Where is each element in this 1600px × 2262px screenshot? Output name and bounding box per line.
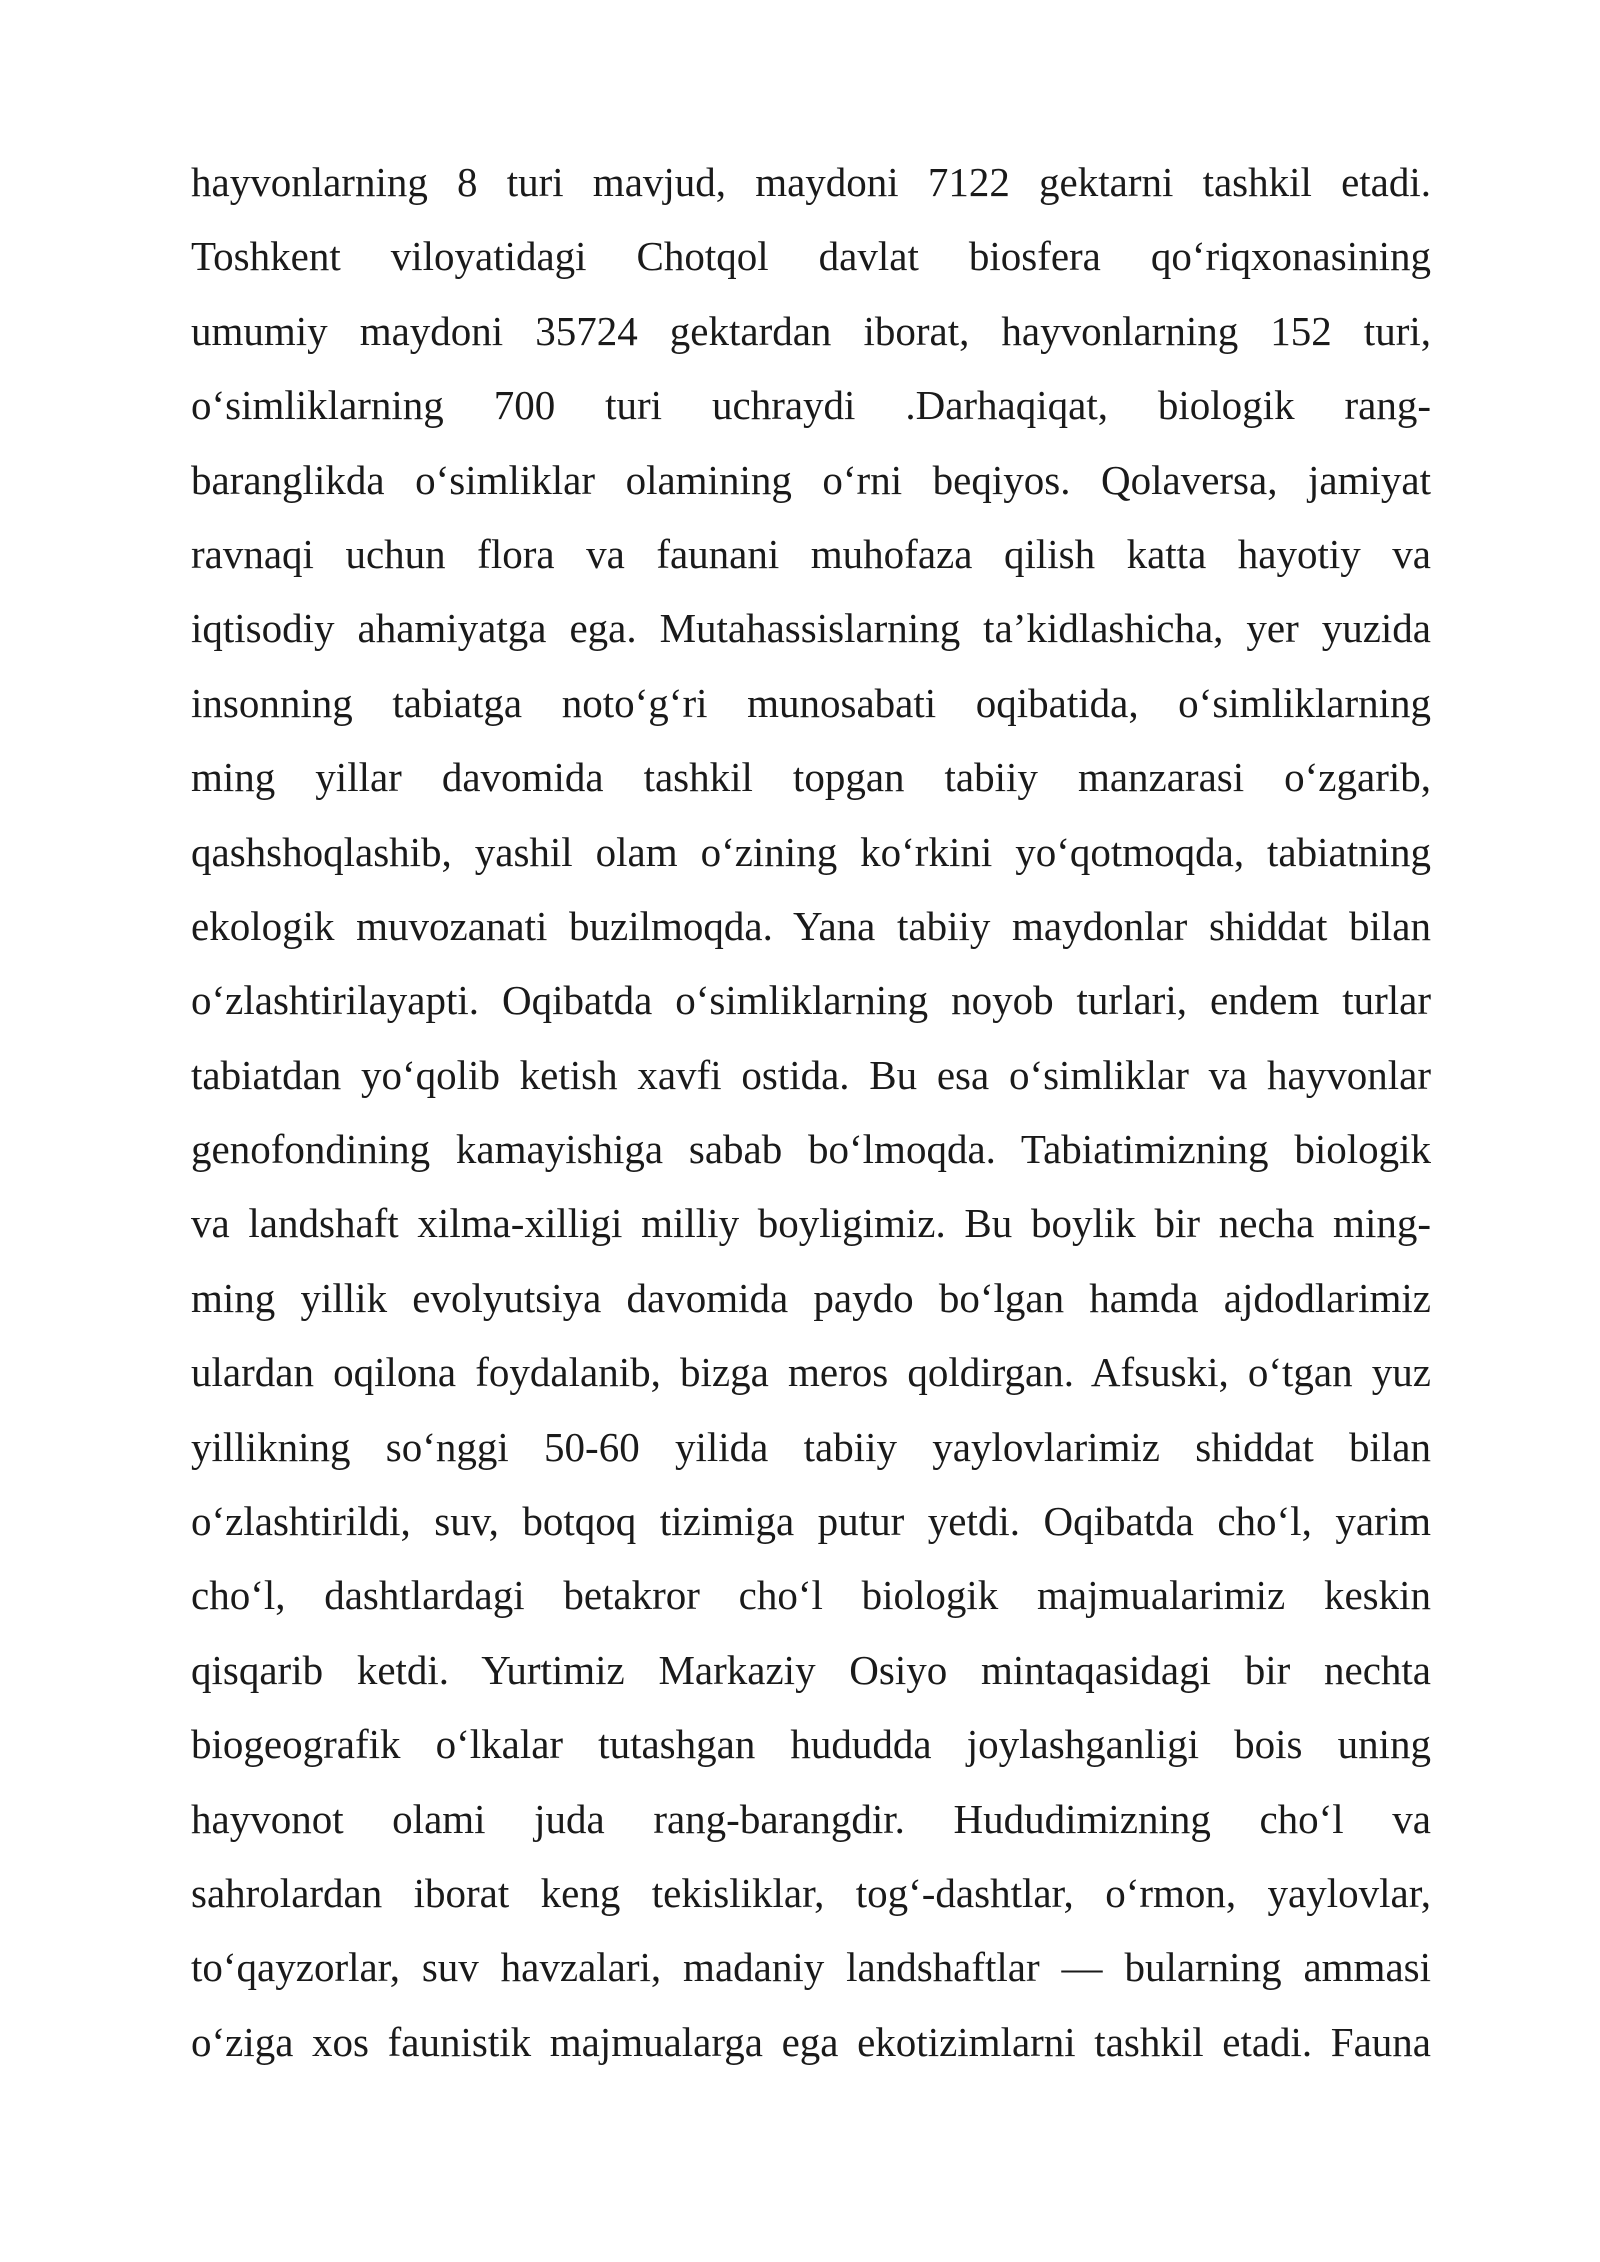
text-line-12: o‘zlashtirilayapti. Oqibatda o‘simliklarning noyob turlari, endem turlar [191, 977, 1431, 1024]
text-line-22: biogeografik o‘lkalar tutashgan hududda joylashganligi bois uning [191, 1721, 1431, 1768]
text-line-15: va landshaft xilma-xilligi milliy boyligimiz. Bu boylik bir necha ming- [191, 1200, 1431, 1247]
text-line-16: ming yillik evolyutsiya davomida paydo bo‘lgan hamda ajdodlarimiz [191, 1274, 1431, 1321]
text-line-18: yillikning so‘nggi 50-60 yilida tabiiy yaylovlarimiz shiddat bilan [191, 1423, 1431, 1470]
text-line-8: insonning tabiatga noto‘g‘ri munosabati oqibatida, o‘simliklarning [191, 679, 1431, 726]
text-line-10: qashshoqlashib, yashil olam o‘zining ko‘rkini yo‘qotmoqda, tabiatning [191, 828, 1431, 875]
text-line-5: baranglikda o‘simliklar olamining o‘rni beqiyos. Qolaversa, jamiyat [191, 456, 1431, 503]
text-line-20: cho‘l, dashtlardagi betakror cho‘l biologik majmualarimiz keskin [191, 1572, 1431, 1619]
text-line-25: to‘qayzorlar, suv havzalari, madaniy landshaftlar — bularning ammasi [191, 1944, 1431, 1991]
text-line-6: ravnaqi uchun flora va faunani muhofaza qilish katta hayotiy va [191, 530, 1431, 577]
text-line-17: ulardan oqilona foydalanib, bizga meros qoldirgan. Afsuski, o‘tgan yuz [191, 1349, 1431, 1396]
text-line-14: genofondining kamayishiga sabab bo‘lmoqda. Tabiatimizning biologik [191, 1126, 1431, 1173]
text-line-26: o‘ziga xos faunistik majmualarga ega ekotizimlarni tashkil etadi. Fauna [191, 2018, 1431, 2065]
text-line-11: ekologik muvozanati buzilmoqda. Yana tabiiy maydonlar shiddat bilan [191, 902, 1431, 949]
text-line-7: iqtisodiy ahamiyatga ega. Mutahassislarning ta’kidlashicha, yer yuzida [191, 605, 1431, 652]
text-line-9: ming yillar davomida tashkil topgan tabiiy manzarasi o‘zgarib, [191, 754, 1431, 801]
text-line-13: tabiatdan yo‘qolib ketish xavfi ostida. Bu esa o‘simliklar va hayvonlar [191, 1051, 1431, 1098]
text-line-4: o‘simliklarning 700 turi uchraydi .Darhaqiqat, biologik rang- [191, 382, 1431, 429]
body-paragraph [191, 145, 1431, 2079]
text-line-21: qisqarib ketdi. Yurtimiz Markaziy Osiyo mintaqasidagi bir nechta [191, 1646, 1431, 1693]
text-line-3: umumiy maydoni 35724 gektardan iborat, hayvonlarning 152 turi, [191, 307, 1431, 354]
text-line-24: sahrolardan iborat keng tekisliklar, tog‘-dashtlar, o‘rmon, yaylovlar, [191, 1869, 1431, 1916]
text-line-1: hayvonlarning 8 turi mavjud, maydoni 7122 gektarni tashkil etadi. [191, 159, 1431, 205]
text-line-2: Toshkent viloyatidagi Chotqol davlat biosfera qo‘riqxonasining [191, 233, 1431, 280]
text-line-19: o‘zlashtirildi, suv, botqoq tizimiga putur yetdi. Oqibatda cho‘l, yarim [191, 1498, 1431, 1545]
text-line-23: hayvonot olami juda rang-barangdir. Hududimizning cho‘l va [191, 1795, 1431, 1842]
